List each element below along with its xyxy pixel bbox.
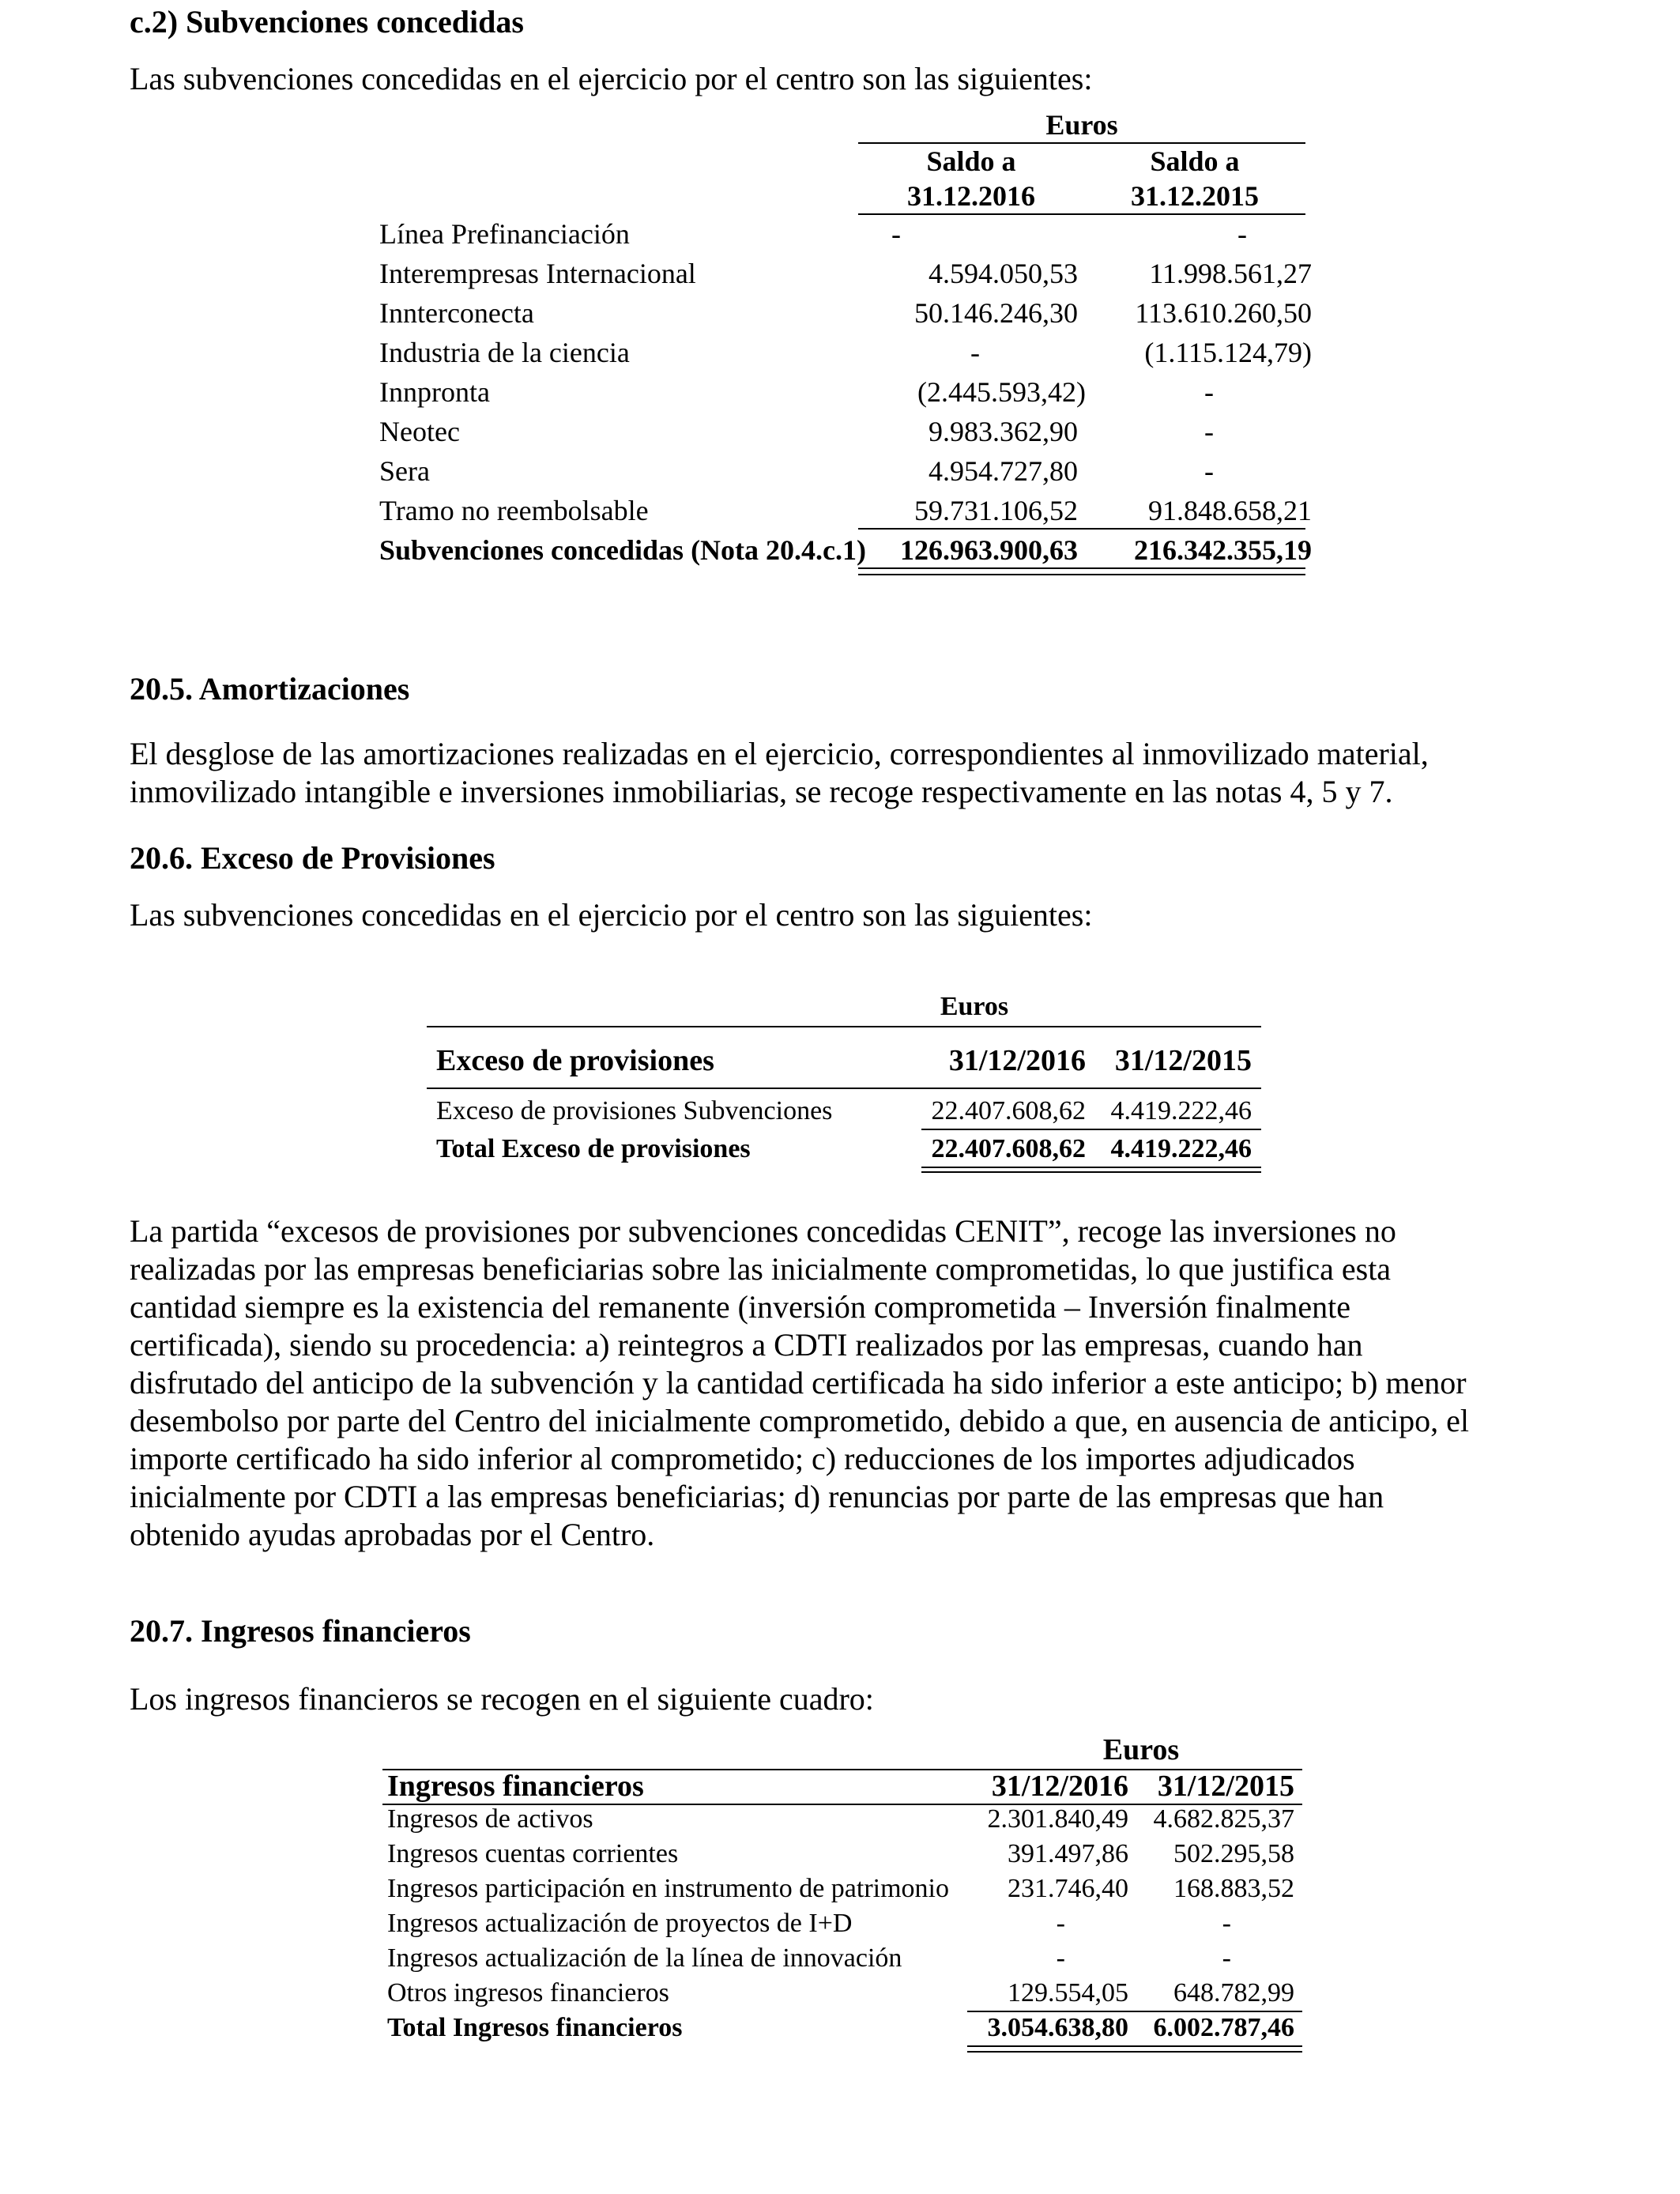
- total-rule-1: [858, 567, 1305, 569]
- value-2016: -: [970, 337, 980, 368]
- value-2016: 50.146.246,30: [914, 297, 1078, 329]
- para-line: importe certificado ha sido inferior al comprometido; c) reducciones de los importes adjudicados: [130, 1441, 1355, 1476]
- total-rule-1: [921, 1167, 1261, 1168]
- exceso-provisiones-table: [427, 991, 1261, 1181]
- value-2016: 2.301.840,49: [987, 1804, 1128, 1834]
- subvenciones-table: [379, 107, 1312, 582]
- section-title-206: 20.6. Exceso de Provisiones: [130, 840, 495, 876]
- total-rule-1: [967, 2045, 1302, 2047]
- col-header-2015-line2: 31.12.2015: [1131, 180, 1259, 212]
- section-title-207: 20.7. Ingresos financieros: [130, 1613, 471, 1649]
- col-header-2015: 31/12/2015: [1114, 1044, 1252, 1077]
- para-line: La partida “excesos de provisiones por subvenciones concedidas CENIT”, recoge las inversiones no: [130, 1213, 1396, 1249]
- value-2016: -: [1056, 1943, 1065, 1973]
- row-label: Neotec: [379, 416, 460, 447]
- para-line: desembolso por parte del Centro del inicialmente comprometido, debido a que, en ausencia de anticipo, el: [130, 1403, 1469, 1438]
- subtotal-rule: [858, 528, 1305, 530]
- row-label: Sera: [379, 455, 430, 487]
- table-row: [382, 1908, 1302, 1940]
- row-label: Tramo no reembolsable: [379, 495, 649, 526]
- table-total-row: [427, 1133, 1261, 1165]
- col-header-2015-line1: Saldo a: [1150, 145, 1240, 177]
- para-line: certificada), siendo su procedencia: a) reintegros a CDTI realizados por las empresas, cuando han: [130, 1327, 1363, 1363]
- table-row: [382, 1977, 1302, 2009]
- row-label: Ingresos cuentas corrientes: [387, 1839, 679, 1868]
- value-2016: (2.445.593,42): [917, 376, 1086, 408]
- section-intro-c2: Las subvenciones concedidas en el ejercicio por el centro son las siguientes:: [130, 61, 1093, 96]
- header-label: Ingresos financieros: [387, 1770, 644, 1803]
- row-label: Innpronta: [379, 376, 490, 408]
- total-2016: 3.054.638,80: [987, 2013, 1128, 2042]
- section-para-205-line2: inmovilizado intangible e inversiones inmobiliarias, se recoge respectivamente en las notas 4, 5 y 7.: [130, 774, 1393, 809]
- row-label: Ingresos participación en instrumento de patrimonio: [387, 1874, 949, 1903]
- subtotal-rule: [921, 1129, 1261, 1130]
- total-2015: 6.002.787,46: [1153, 2013, 1294, 2042]
- value-2015: 4.682.825,37: [1153, 1804, 1294, 1834]
- table-row: [382, 1838, 1302, 1870]
- row-label: Otros ingresos financieros: [387, 1978, 669, 2007]
- ingresos-financieros-table: [382, 1734, 1302, 2058]
- table-row: [379, 375, 1312, 406]
- total-rule-2: [858, 574, 1305, 575]
- value-2016: 231.746,40: [1008, 1874, 1128, 1903]
- value-2016: 4.954.727,80: [929, 455, 1078, 487]
- value-2015: 648.782,99: [1173, 1978, 1294, 2007]
- total-2015: 4.419.222,46: [1110, 1134, 1252, 1163]
- total-rule-2: [967, 2051, 1302, 2053]
- value-2015: -: [1204, 376, 1214, 408]
- value-2015: (1.115.124,79): [1144, 337, 1312, 368]
- value-2016: 9.983.362,90: [929, 416, 1078, 447]
- value-2016: 59.731.106,52: [914, 495, 1078, 526]
- para-line: disfrutado del anticipo de la subvención y la cantidad certificada ha sido inferior a este anticipo; b) menor: [130, 1365, 1467, 1400]
- table-row: [379, 335, 1312, 367]
- value-2015: -: [1222, 1909, 1231, 1938]
- table-total-row: [379, 533, 1312, 564]
- para-line: inicialmente por CDTI a las empresas beneficiarias; d) renuncias por parte de las empresas que han: [130, 1479, 1384, 1514]
- section-para-205-line1: El desglose de las amortizaciones realizadas en el ejercicio, correspondientes al inmovilizado material,: [130, 736, 1429, 771]
- table-row: [382, 1804, 1302, 1835]
- currency-header: Euros: [1045, 109, 1118, 141]
- table-row: [379, 256, 1312, 288]
- value-2016: -: [891, 218, 901, 250]
- table-header-row: [382, 1770, 1302, 1802]
- section-title-c2: c.2) Subvenciones concedidas: [130, 4, 524, 40]
- table-row: [427, 1095, 1261, 1127]
- total-rule-2: [921, 1171, 1261, 1173]
- total-2016: 126.963.900,63: [900, 534, 1078, 566]
- section-intro-207: Los ingresos financieros se recogen en el siguiente cuadro:: [130, 1681, 874, 1717]
- currency-header: Euros: [940, 992, 1009, 1021]
- header-label: Exceso de provisiones: [436, 1044, 714, 1077]
- currency-header: Euros: [1102, 1733, 1180, 1766]
- para-line: cantidad siempre es la existencia del remanente (inversión comprometida – Inversión finalmente: [130, 1289, 1350, 1325]
- row-label: Línea Prefinanciación: [379, 218, 630, 250]
- total-2016: 22.407.608,62: [931, 1134, 1086, 1163]
- table-row: [379, 493, 1312, 525]
- table-header-row: [427, 1045, 1261, 1076]
- col-header-2016-line1: Saldo a: [926, 145, 1016, 177]
- para-line: realizadas por las empresas beneficiarias sobre las inicialmente comprometidas, lo que justifica esta: [130, 1251, 1392, 1287]
- col-header-2015: 31/12/2015: [1157, 1770, 1294, 1803]
- value-2015: 168.883,52: [1173, 1874, 1294, 1903]
- value-2015: 113.610.260,50: [1135, 297, 1312, 329]
- col-header-2016: 31/12/2016: [991, 1770, 1128, 1803]
- section-title-205: 20.5. Amortizaciones: [130, 671, 410, 707]
- table-row: [379, 217, 1312, 248]
- row-label: Exceso de provisiones Subvenciones: [436, 1096, 833, 1125]
- header-bottom-rule: [427, 1088, 1261, 1089]
- value-2015: -: [1222, 1943, 1231, 1973]
- table-row: [379, 296, 1312, 327]
- row-label: Ingresos de activos: [387, 1804, 593, 1834]
- table-row: [382, 1943, 1302, 1974]
- value-2016: 22.407.608,62: [931, 1096, 1086, 1125]
- value-2015: -: [1204, 455, 1214, 487]
- total-2015: 216.342.355,19: [1134, 534, 1312, 566]
- value-2015: -: [1237, 218, 1247, 250]
- value-2016: -: [1056, 1909, 1065, 1938]
- table-row: [379, 454, 1312, 485]
- row-label: Industria de la ciencia: [379, 337, 630, 368]
- value-2016: 129.554,05: [1008, 1978, 1128, 2007]
- row-label: Innterconecta: [379, 297, 534, 329]
- col-header-2016: 31/12/2016: [948, 1044, 1086, 1077]
- table-row: [382, 1873, 1302, 1905]
- col-header-2016-line2: 31.12.2016: [907, 180, 1035, 212]
- para-line: obtenido ayudas aprobadas por el Centro.: [130, 1517, 655, 1552]
- table-total-row: [382, 2012, 1302, 2044]
- header-top-rule: [427, 1026, 1261, 1027]
- value-2016: 391.497,86: [1008, 1839, 1128, 1868]
- row-label: Ingresos actualización de la línea de innovación: [387, 1943, 902, 1973]
- total-label: Total Ingresos financieros: [387, 2013, 683, 2042]
- total-label: Subvenciones concedidas (Nota 20.4.c.1): [379, 534, 867, 566]
- value-2015: -: [1204, 416, 1214, 447]
- header-bottom-rule: [858, 213, 1305, 215]
- value-2015: 91.848.658,21: [1148, 495, 1312, 526]
- section-para-206: [130, 1212, 1549, 1554]
- value-2015: 502.295,58: [1173, 1839, 1294, 1868]
- total-label: Total Exceso de provisiones: [436, 1134, 751, 1163]
- table-row: [379, 414, 1312, 446]
- row-label: Interempresas Internacional: [379, 258, 696, 289]
- value-2016: 4.594.050,53: [929, 258, 1078, 289]
- value-2015: 4.419.222,46: [1110, 1096, 1252, 1125]
- section-intro-206: Las subvenciones concedidas en el ejercicio por el centro son las siguientes:: [130, 897, 1093, 933]
- row-label: Ingresos actualización de proyectos de I+D: [387, 1909, 853, 1938]
- value-2015: 11.998.561,27: [1149, 258, 1312, 289]
